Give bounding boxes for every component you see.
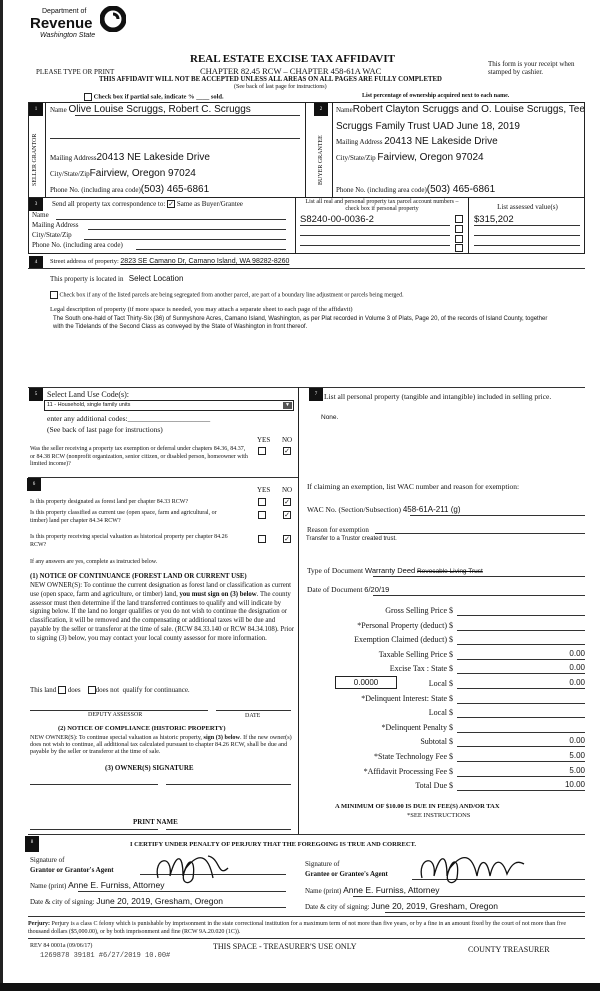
doc-type: Warranty Deed xyxy=(365,566,416,575)
owner-signature-line[interactable] xyxy=(166,784,291,785)
buyer-name-field[interactable] xyxy=(336,104,585,115)
personal-property-value[interactable]: None. xyxy=(321,414,339,421)
print-name-line[interactable] xyxy=(166,829,291,830)
exemption-yes-checkbox[interactable] xyxy=(258,447,266,455)
seller-city-field[interactable] xyxy=(50,168,196,179)
parcel-header: List all real and personal property tax parcel account numbers – check box if personal property xyxy=(305,199,459,212)
corr-name-label: Name xyxy=(32,211,49,219)
logo-swirl-icon xyxy=(100,6,126,32)
current-use-no-checkbox[interactable]: ✓ xyxy=(284,511,290,520)
divider xyxy=(28,477,298,478)
sold-label: sold. xyxy=(210,93,224,101)
label: City/State/Zip xyxy=(50,170,90,178)
logo-text: Washington State xyxy=(40,32,96,39)
no-header: NO xyxy=(282,486,293,494)
current-use-yes-checkbox[interactable] xyxy=(258,511,266,519)
grantor-sig-label: Signature of xyxy=(30,856,65,864)
text: Perjury: xyxy=(28,921,50,927)
grantee-sig-label: Signature of xyxy=(305,860,340,868)
underline xyxy=(373,595,585,596)
historic-no-checkbox[interactable]: ✓ xyxy=(284,535,290,544)
seller-name: Olive Louise Scruggs, Robert C. Scruggs xyxy=(68,104,251,115)
label: This land xyxy=(30,686,57,694)
additional-codes[interactable]: enter any additional codes:______________________ xyxy=(47,414,211,423)
divider xyxy=(28,938,585,939)
owner-signature-label: (3) OWNER(S) SIGNATURE xyxy=(105,764,194,772)
label: Send all property tax correspondence to: xyxy=(52,200,166,208)
date-line[interactable] xyxy=(216,710,291,711)
personal-property-checkbox-2[interactable] xyxy=(455,225,463,233)
divider xyxy=(298,387,299,835)
dor-logo xyxy=(30,6,130,46)
label: Mailing Address xyxy=(336,138,383,146)
seller-address-field[interactable] xyxy=(50,152,210,163)
underline xyxy=(410,515,585,516)
underline xyxy=(353,896,585,897)
fee-value[interactable]: 0.00 xyxy=(457,678,585,689)
warning-text: THIS AFFIDAVIT WILL NOT BE ACCEPTED UNLESS ALL AREAS ON ALL PAGES ARE FULLY COMPLETED xyxy=(99,76,442,83)
fee-value[interactable]: 0.00 xyxy=(457,649,585,660)
grantee-signature xyxy=(412,848,532,886)
label: does not xyxy=(95,686,120,694)
label: WAC No. (Section/Subsection) xyxy=(307,505,401,514)
label: does xyxy=(67,686,81,694)
doc-type-struck: Revocable Living Trust xyxy=(417,568,483,575)
reason-label: Reason for exemption xyxy=(307,526,369,534)
legal-description-label: Legal description of property (if more space is needed, you may attach a separate sheet to each page of the affidavit) xyxy=(50,306,353,313)
fee-label: Subtotal $ xyxy=(420,737,453,747)
buyer-phone-field[interactable] xyxy=(336,184,495,195)
grantor-name: Anne E. Furniss, Attorney xyxy=(68,880,165,890)
perjury-notice xyxy=(28,920,588,936)
label: Name (print) xyxy=(305,887,342,895)
underline xyxy=(50,138,300,139)
text: Perjury is a class C felony which is punishable by imprisonment in the state correctional institution for a maximum term of not more than five years, or by a fine in an amount fixed by the court of not more than five thousand dollars ($5,000.00), or by both imprisonment and fine (RCW 9A.20.020 (1C)). xyxy=(28,921,567,935)
fee-label: *Delinquent Interest: State $ xyxy=(361,693,453,703)
logo-text: Revenue xyxy=(30,15,93,32)
seller-name-field[interactable] xyxy=(50,104,251,115)
underline xyxy=(375,533,585,534)
underline xyxy=(373,576,585,577)
deputy-assessor-line[interactable] xyxy=(30,710,208,711)
fee-row xyxy=(305,779,585,793)
receipt-note: This form is your receipt when stamped by cashier. xyxy=(488,60,575,76)
forest-yes-checkbox[interactable] xyxy=(258,498,266,506)
label: Name (print) xyxy=(30,882,67,890)
divider xyxy=(28,268,585,269)
text: . If the new owner(s) does not wish to continue, all additional tax calculated pursuant to chapter 84.26 RCW, shall be due and payable by the seller or transferor at the time of sale. xyxy=(30,734,292,755)
current-use-question: Is this property classified as current use (open space, farm and agricultural, or timber) land per chapter 84.34 RCW? xyxy=(30,510,217,524)
buyer-city: Fairview, Oregon 97024 xyxy=(377,152,484,163)
does-not-checkbox[interactable] xyxy=(88,686,96,694)
segregated-row xyxy=(50,291,404,299)
label: Check box if any of the listed parcels are being segregated from another parcel, are part of a boundary line adjustment or parcels being merged. xyxy=(59,292,404,299)
fee-row xyxy=(305,692,585,706)
section-number: 6 xyxy=(27,478,41,491)
partial-sale-checkbox[interactable] xyxy=(84,93,92,101)
personal-property-checkbox-4[interactable] xyxy=(455,244,463,252)
certify-statement: I CERTIFY UNDER PENALTY OF PERJURY THAT THE FOREGOING IS TRUE AND CORRECT. xyxy=(130,841,417,848)
label: Street address of property: xyxy=(50,258,119,265)
form-revision: REV 84 0001a (09/06/17) xyxy=(30,943,93,949)
fee-value[interactable]: 0.00 xyxy=(457,736,585,747)
grantee-date: June 20, 2019, Gresham, Oregon xyxy=(371,901,498,911)
local-rate-input[interactable]: 0.0000 xyxy=(335,676,397,689)
fee-value[interactable] xyxy=(457,605,585,616)
doc-date: 6/20/19 xyxy=(364,585,390,594)
same-as-buyer-checkbox[interactable]: ✓ xyxy=(168,200,175,209)
underline xyxy=(385,912,585,913)
personal-property-label: List all personal property (tangible and intangible) included in selling price. xyxy=(324,392,552,401)
form-subtitle: CHAPTER 82.45 RCW – CHAPTER 458-61A WAC xyxy=(200,66,382,76)
location-select[interactable]: Select Location xyxy=(128,274,184,283)
if-yes-note: If any answers are yes, complete as instructed below. xyxy=(30,559,158,565)
seller-side-label: SELLER GRANTOR xyxy=(32,133,38,187)
does-checkbox[interactable] xyxy=(58,686,66,694)
fee-row xyxy=(305,750,585,764)
see-back-note: (See back of last page for instructions) xyxy=(47,425,163,434)
fee-value[interactable]: 0.00 xyxy=(457,663,585,674)
fee-row xyxy=(305,706,585,720)
grantor-date-field[interactable] xyxy=(30,896,223,906)
underline xyxy=(78,891,286,892)
doc-date-field[interactable] xyxy=(307,585,389,594)
see-back-note: (See back of last page for instructions) xyxy=(234,84,327,90)
seller-phone: (503) 465-6861 xyxy=(140,184,210,195)
grantor-sig-label: Grantor or Grantor's Agent xyxy=(30,866,114,874)
label: City/State/Zip xyxy=(336,154,376,162)
underline xyxy=(75,115,300,116)
deputy-assessor-label: DEPUTY ASSESSOR xyxy=(88,712,143,718)
buyer-city-field[interactable] xyxy=(336,152,484,163)
corr-address-label: Mailing Address xyxy=(32,221,79,229)
personal-property-checkbox-3[interactable] xyxy=(455,235,463,243)
divider xyxy=(305,102,306,198)
grantee-sig-label: Grantee or Grantee's Agent xyxy=(305,870,388,878)
fee-value[interactable]: 10.00 xyxy=(457,780,585,791)
notice-compliance-title: (2) NOTICE OF COMPLIANCE (HISTORIC PROPERTY) xyxy=(58,725,226,732)
fee-row xyxy=(305,604,585,618)
section-number: 5 xyxy=(29,388,43,401)
fee-value[interactable] xyxy=(457,634,585,645)
form-title: REAL ESTATE EXCISE TAX AFFIDAVIT xyxy=(190,53,395,65)
logo-text: Department of xyxy=(42,8,87,15)
yes-header: YES xyxy=(257,486,271,494)
minimum-note: A MINIMUM OF $10.00 IS DUE IN FEE(S) AND/OR TAX xyxy=(335,803,500,810)
fee-label: Exemption Claimed (deduct) $ xyxy=(354,635,453,645)
text: . The county assessor must then determine if the land transferred continues to qualify and will indicate by signing below. If the land no longer qualifies or you do not wish to continue the designation or classification, it will be removed and the compensating or additional taxes will be due and payable by the seller or transferor at the time of sale. (RCW 84.33.140 or RCW 84.34.108). Prior to signing (3) below, you may contact your local county assessor for more information. xyxy=(30,590,295,642)
section-number: 7 xyxy=(309,388,323,401)
fee-label: Taxable Selling Price $ xyxy=(378,649,453,659)
section-number: 4 xyxy=(29,256,43,269)
buyer-phone: (503) 465-6861 xyxy=(426,184,496,195)
wac-field[interactable] xyxy=(307,505,461,514)
assessed-value[interactable]: $315,202 xyxy=(474,214,514,225)
ownership-note: List percentage of ownership acquired next to each name. xyxy=(362,93,510,99)
see-instructions: *SEE INSTRUCTIONS xyxy=(407,812,471,819)
cashier-stamp: 1269878 39181 #6/27/2019 10.00# xyxy=(40,952,171,960)
section-number: 8 xyxy=(25,836,39,852)
buyer-address-field[interactable] xyxy=(336,136,498,147)
label: Date & city of signing: xyxy=(30,898,95,906)
notice-compliance-text xyxy=(30,734,295,755)
label: qualify for continuance. xyxy=(122,686,190,694)
divider xyxy=(332,102,333,198)
fee-row xyxy=(305,662,585,676)
yes-header: YES xyxy=(257,436,271,444)
fee-value[interactable] xyxy=(457,707,585,718)
historic-question: Is this property receiving special valuation as historical property per chapter 84.26 RCW? xyxy=(30,534,228,548)
fee-label: Local $ xyxy=(428,708,453,718)
corr-phone-label: Phone No. (including area code) xyxy=(32,241,123,249)
text: NEW OWNER(S): To continue the current designation as forest land or classification as current use (open space, farm and agriculture, or timber) land, xyxy=(30,582,292,598)
label: Date of Document xyxy=(307,585,363,594)
assessed-value-header: List assessed value(s) xyxy=(497,203,558,211)
dropdown-arrow-icon[interactable]: ▼ xyxy=(283,402,292,409)
fee-label: *Delinquent Penalty $ xyxy=(381,722,453,732)
exemption-label: If claiming an exemption, list WAC number and reason for exemption: xyxy=(307,482,520,491)
label: Name xyxy=(336,106,353,114)
exemption-reason[interactable]: Transfer to a Trustor created trust. xyxy=(306,536,397,542)
exemption-question: Was the seller receiving a property tax exemption or deferral under chapters 84.36, 84.37, or 84.38 RCW (nonprofit organization, senior citizen, or disabled person, homeowner with limited income)? xyxy=(30,446,248,467)
fee-label: *Affidavit Processing Fee $ xyxy=(363,766,453,776)
fee-value[interactable] xyxy=(457,722,585,733)
forest-no-checkbox[interactable]: ✓ xyxy=(284,498,290,507)
forest-land-question: Is this property designated as forest land per chapter 84.33 RCW? xyxy=(30,499,189,505)
grantee-date-field[interactable] xyxy=(305,901,498,911)
corr-city-input[interactable] xyxy=(84,239,286,240)
label: Same as Buyer/Grantee xyxy=(176,200,243,208)
street-address: 2823 SE Camano Dr, Camano Island, WA 98282-8260 xyxy=(120,258,290,265)
parcel-row-2[interactable] xyxy=(300,235,450,236)
text: sign (3) below xyxy=(203,734,240,741)
label: Date & city of signing: xyxy=(305,903,370,911)
fee-label: *Personal Property (deduct) $ xyxy=(357,620,453,630)
divider xyxy=(468,197,469,254)
divider xyxy=(28,916,585,917)
fee-label: Excise Tax : State $ xyxy=(389,664,453,674)
segregated-checkbox[interactable] xyxy=(50,291,58,299)
label: Phone No. (including area code) xyxy=(336,186,427,194)
corr-name-input[interactable] xyxy=(56,219,286,220)
divider xyxy=(28,834,585,835)
street-address-field[interactable] xyxy=(50,258,289,265)
label: enter any additional codes: xyxy=(47,414,128,423)
section-number: 2 xyxy=(314,103,328,116)
treasurer-use-label: THIS SPACE - TREASURER'S USE ONLY xyxy=(213,942,357,951)
fee-label: Gross Selling Price $ xyxy=(385,606,453,615)
value-row-3[interactable] xyxy=(474,245,580,246)
location-row xyxy=(50,274,183,283)
county-treasurer-label: COUNTY TREASURER xyxy=(468,945,550,954)
grantee-name-field[interactable] xyxy=(305,885,440,895)
land-use-value: 11 - Household, single family units xyxy=(47,402,131,408)
no-header: NO xyxy=(282,436,293,444)
land-use-label: Select Land Use Code(s): xyxy=(47,390,129,399)
buyer-name: Robert Clayton Scruggs and O. Louise Scruggs, Tee xyxy=(352,104,585,115)
buyer-name-line2[interactable]: Scruggs Family Trust UAD June 18, 2019 xyxy=(336,121,520,132)
partial-sale: Check box if partial sale, indicate % ____ sold. xyxy=(84,93,224,101)
partial-sale-label: Check box if partial sale, indicate % xyxy=(93,93,195,101)
fee-label: *State Technology Fee $ xyxy=(373,752,453,761)
parcel-row-1[interactable] xyxy=(300,225,450,226)
corr-address-input[interactable] xyxy=(88,229,286,230)
personal-property-checkbox-1[interactable] xyxy=(455,215,463,223)
historic-yes-checkbox[interactable] xyxy=(258,535,266,543)
text: NEW OWNER(S): To continue special valuation as historic property, xyxy=(30,734,202,741)
fee-value[interactable] xyxy=(457,693,585,704)
fee-row xyxy=(305,721,585,735)
buyer-side-label: BUYER GRANTEE xyxy=(318,135,324,185)
fee-row xyxy=(305,619,585,633)
fee-label: Local $ xyxy=(428,679,453,688)
notice-continuance-title: (1) NOTICE OF CONTINUANCE (FOREST LAND OR CURRENT USE) xyxy=(30,573,247,580)
owner-signature-line[interactable] xyxy=(30,784,158,785)
divider xyxy=(45,102,46,198)
divider xyxy=(28,387,585,388)
continuance-row xyxy=(30,686,190,694)
notice-continuance-text xyxy=(30,582,295,644)
label: Type of Document xyxy=(307,566,364,575)
fee-label: Total Due $ xyxy=(415,781,453,791)
fee-value[interactable] xyxy=(457,620,585,631)
label: Phone No. (including area code) xyxy=(50,186,141,194)
scan-edge xyxy=(0,0,3,991)
legal-description[interactable]: The South one-hald of Tact Thirty-Six (36) of Sunnyshore Acres, Camano Island, Washington, as per Plat recorded in Volume 3 of Plats, Page 20, of the records of Island County, together with the Tidelands of the Second Class as conveyed by the State of Washington in front thereof. xyxy=(53,316,548,330)
exemption-no-checkbox[interactable]: ✓ xyxy=(284,447,290,456)
seller-address: 20413 NE Lakeside Drive xyxy=(96,152,210,163)
print-name-line[interactable] xyxy=(30,829,158,830)
wac-number: 458-61A-211 (g) xyxy=(402,505,461,514)
seller-phone-field[interactable] xyxy=(50,184,209,195)
fee-value[interactable]: 5.00 xyxy=(457,751,585,762)
seller-city: Fairview, Oregon 97024 xyxy=(89,168,196,179)
fee-row xyxy=(305,765,585,779)
buyer-address: 20413 NE Lakeside Drive xyxy=(384,136,498,147)
print-name-label: PRINT NAME xyxy=(133,818,178,826)
text: you must sign on (3) below xyxy=(179,590,257,598)
fee-row xyxy=(305,633,585,647)
value-row-2[interactable] xyxy=(474,235,580,236)
parcel-number[interactable]: S8240-00-0036-2 xyxy=(300,214,374,225)
section-number: 1 xyxy=(29,103,43,116)
divider xyxy=(295,197,296,254)
section-number: 3 xyxy=(29,198,43,211)
correspondence-row xyxy=(52,200,243,208)
date-label: DATE xyxy=(245,713,261,719)
grantee-name: Anne E. Furniss, Attorney xyxy=(343,885,440,895)
fee-value[interactable]: 5.00 xyxy=(457,766,585,777)
type-print-note: PLEASE TYPE OR PRINT xyxy=(36,68,115,76)
grantor-date: June 20, 2019, Gresham, Oregon xyxy=(96,896,223,906)
grantor-name-field[interactable] xyxy=(30,880,165,890)
underline xyxy=(110,907,286,908)
label: Name xyxy=(50,106,67,114)
value-row-1[interactable] xyxy=(474,225,580,226)
label: This property is located in xyxy=(50,275,124,283)
parcel-row-3[interactable] xyxy=(300,245,450,246)
fee-row xyxy=(305,735,585,749)
scan-edge-bottom xyxy=(0,983,600,991)
label: Mailing Address xyxy=(50,154,97,162)
fee-row xyxy=(305,648,585,662)
land-use-select[interactable] xyxy=(44,400,294,411)
corr-city-label: City/State/Zip xyxy=(32,231,72,239)
corr-phone-input[interactable] xyxy=(136,249,286,250)
doc-type-field[interactable] xyxy=(307,566,483,575)
